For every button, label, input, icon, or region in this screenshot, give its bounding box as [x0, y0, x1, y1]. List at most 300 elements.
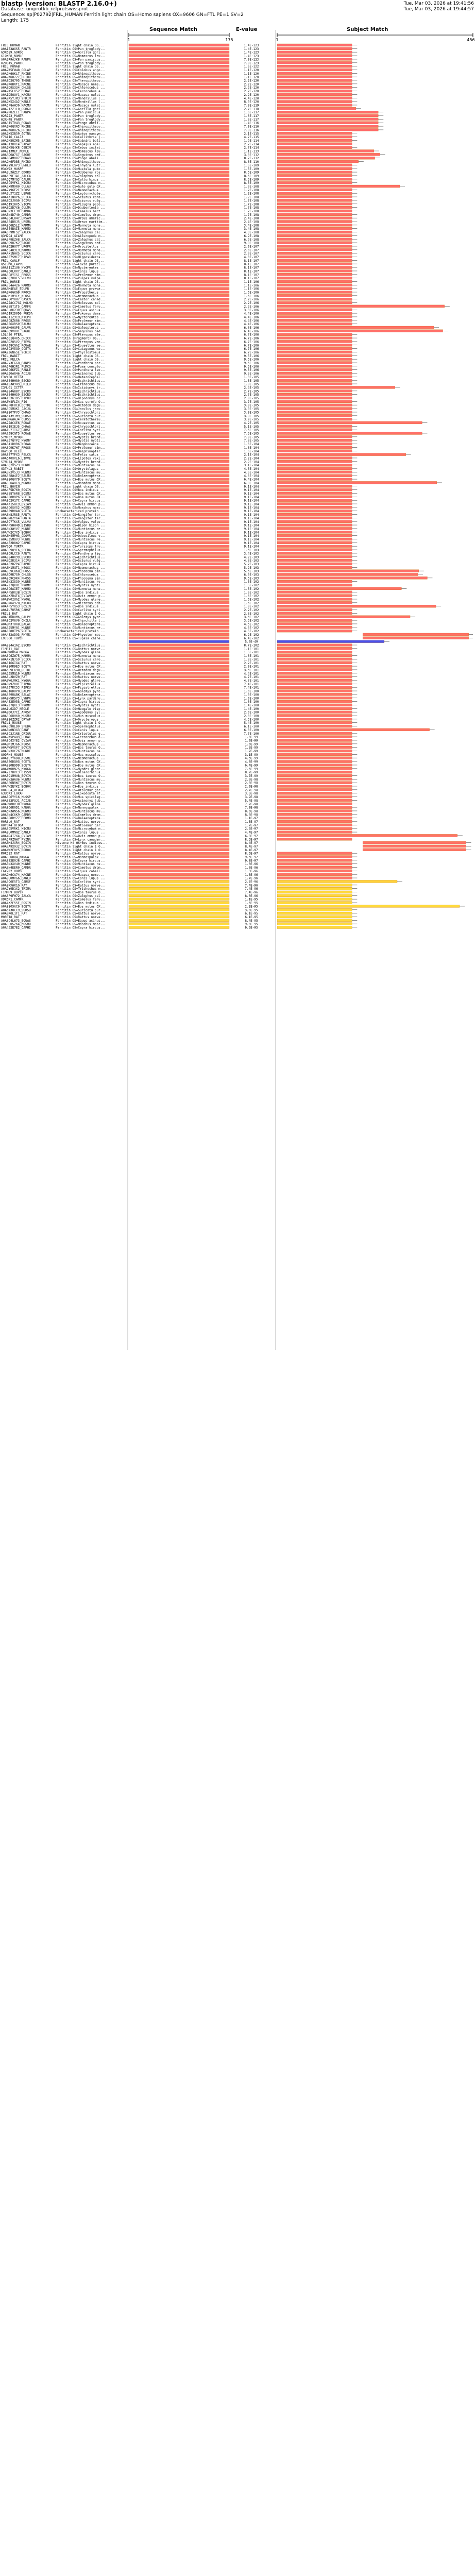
hit-accession: A0A3Q0E5T3_CARSF [1, 880, 31, 884]
hit-evalue: 3.8E-112 [244, 153, 259, 157]
subject-match-bar [277, 206, 352, 209]
hit-accession: A0A8C2V6V6_CHILA [1, 619, 31, 623]
subject-match-bar [277, 210, 352, 212]
hit-accession: A0A5N3WNS6_MUNMU [1, 809, 31, 814]
hit-accession: A0A5N3XS39_MUNRE [1, 580, 31, 584]
hit-description: Ferritin OS=Marmota mona... [56, 224, 106, 228]
query-match-bar [129, 683, 229, 685]
footer [0, 1355, 476, 1391]
hit-accession: A0A5N3WYV7_MUNRE [1, 527, 31, 531]
hit-description: Ferritin OS=Myodes glare... [56, 598, 106, 602]
hit-description: Ferritin OS=Nomascus leu... [56, 149, 106, 154]
hit-description: Ferritin OS=Bison bison ... [56, 523, 106, 528]
hit-accession: A0A1U6XD7_NEOLE [1, 707, 29, 711]
hit-accession: A0A2K5XB59_AOTNA [1, 132, 31, 136]
subject-match-bar [277, 601, 352, 604]
subject-match-bar [277, 852, 352, 855]
subject-match-bar [277, 146, 352, 149]
hit-description: Ferritin OS=Saguinus oed... [56, 241, 106, 245]
hit-accession: A0A1U7Y6D8_NESME [1, 756, 31, 760]
subject-match-bar [277, 767, 352, 770]
subject-match-bar [277, 492, 352, 495]
hit-accession: A0A6P9EZ08_ZALCA [1, 238, 31, 242]
subject-match-bar [277, 347, 352, 350]
hit-evalue: 1.6E-101 [244, 654, 259, 658]
hit-accession: A0A5N3WAU6_MUNMU [1, 777, 31, 782]
hit-description: Ferritin OS=Cercocebus a... [56, 90, 106, 94]
hit-evalue: 6.7E-106 [244, 344, 259, 348]
subject-match-bar [277, 340, 352, 343]
hit-description: Ferritin light chain OS... [56, 358, 104, 362]
hit-evalue: 2.2E-101 [244, 661, 259, 665]
subject-match-header: Subject Match [347, 27, 388, 32]
subject-match-bar [363, 849, 466, 851]
subject-match-bar [277, 651, 352, 653]
query-match-bar [129, 640, 229, 643]
hit-description: Ferritin OS=Macaca neme... [56, 82, 104, 87]
subject-match-bar [277, 298, 352, 300]
subject-match-bar [277, 287, 352, 290]
hit-description: Ferritin OS=Spermophilus... [56, 725, 106, 729]
subject-match-bar [277, 301, 352, 304]
query-match-bar [129, 679, 229, 682]
subject-match-bar [277, 662, 352, 664]
subject-match-bar [277, 234, 352, 237]
hit-accession: A0A6I9IEJ5_CHRAS [1, 425, 31, 429]
query-match-bar [129, 429, 229, 431]
hit-accession: A0A4D4T7X4_OVIAM [1, 834, 31, 838]
subject-match-bar [277, 213, 352, 216]
hit-description: Ferritin OS=Catagonus wa... [56, 347, 106, 351]
hit-evalue: 8.4E-97 [245, 841, 258, 845]
hit-evalue: 1.0E-96 [245, 862, 258, 867]
hit-description: Ferritin OS=Zalophus cal... [56, 174, 106, 178]
subject-match-bar [277, 488, 352, 491]
hit-description: Ferritin OS=Neomonachus ... [56, 566, 106, 570]
hit-description: Ferritin OS=Bos taurus O... [56, 774, 106, 778]
hit-evalue: 5.1E-105 [244, 425, 259, 429]
query-match-bar [129, 803, 229, 805]
hit-description: Ferritin light chain OS... [56, 65, 104, 69]
hit-accession: A0A8U0MNQ2_CANLF [1, 831, 31, 835]
subject-match-bar [277, 827, 352, 830]
hit-description: Ferritin OS=Rattus norve... [56, 852, 106, 856]
subject-match-bar [277, 224, 352, 226]
query-match-bar [129, 178, 229, 180]
subject-match-bar [277, 782, 352, 784]
hit-accession: A0A4P5HH4D_BISBB [1, 523, 31, 528]
hit-evalue: 1.2E-108 [244, 188, 259, 192]
hit-description: Ferritin OS=Bos mutus OX... [56, 478, 106, 482]
hit-evalue: 2.7E-105 [244, 389, 259, 394]
subject-match-bar [277, 284, 352, 286]
hit-description: Ferritin OS=Equus asinus... [56, 308, 106, 312]
hit-description: Ferritin OS=Bos taurus O... [56, 781, 106, 785]
query-match-bar [129, 467, 229, 470]
hit-accession: A0A6I9I8X5_VICPA [1, 202, 31, 207]
hit-description: Ferritin OS=Gorilla gori... [56, 50, 106, 55]
hit-accession: A0A4X2F55F_BOSIN [1, 901, 31, 905]
hit-evalue: 2.7E-114 [244, 142, 259, 146]
hit-description: Ferritin OS=Camelus drom... [56, 813, 106, 817]
subject-match-bar [277, 795, 352, 798]
hit-evalue: 3.9E-105 [244, 411, 259, 415]
hit-evalue: 4.7E-115 [244, 135, 259, 140]
query-match-bar [129, 736, 229, 738]
hit-accession: A0A2R8ZLL1_PANPA [1, 111, 31, 115]
hit-evalue: 7.7E-100 [244, 732, 259, 736]
subject-match-bar [277, 400, 352, 403]
hit-evalue: 9.6E-95 [245, 926, 258, 930]
hit-evalue: 1.7E-108 [244, 199, 259, 203]
hit-accession: FRIL_FELCA [1, 358, 20, 362]
hit-evalue: 9.1E-104 [244, 531, 259, 535]
hit-evalue: 9.5E-106 [244, 368, 259, 372]
subject-match-bar [277, 510, 352, 512]
subject-match-bar [277, 788, 352, 791]
subject-match-bar [277, 280, 352, 283]
hit-description: Ferritin OS=Spermophilus... [56, 548, 106, 552]
subject-match-bar [277, 503, 352, 505]
subject-match-bar [277, 926, 352, 929]
hit-evalue: 3.5E-98 [245, 792, 258, 796]
hit-accession: A0A8C9ULD0_SPEDA [1, 725, 31, 729]
query-match-bar [129, 376, 229, 378]
hit-accession: A0A2K5X4A2_MANLE [1, 100, 31, 104]
subject-match-bar [277, 715, 352, 717]
hit-accession: A0A4W2EYK2_BOBOX [1, 785, 31, 789]
hit-description: Ferritin OS=Tursiops tru... [56, 545, 106, 549]
subject-match-bar [277, 312, 352, 315]
hit-description: Ferritin OS=Bos mutus OX... [56, 905, 106, 909]
hit-evalue: 6.7E-106 [244, 347, 259, 351]
hit-evalue: 2.1E-115 [244, 132, 259, 136]
hit-description: Ferritin OS=Sciurus caro... [56, 195, 106, 199]
hit-description: Ferritin OS=Apodemus syl... [56, 710, 106, 715]
hit-evalue: 1.6E-104 [244, 443, 259, 447]
hit-description: Ferritin OS=Carlito syri... [56, 880, 106, 884]
hit-accession: A0A8M4EAE_EQUPR [1, 287, 29, 291]
query-match-bar [129, 697, 229, 699]
subject-match-bar [277, 626, 352, 629]
query-match-bar [129, 383, 229, 385]
hit-accession: A0A8B0R9P6_9CETA [1, 495, 31, 499]
hit-accession: A0A8W0HG4_MYOGA [1, 651, 29, 655]
query-match-bar [129, 238, 229, 241]
hit-evalue: 9.5E-106 [244, 365, 259, 369]
hit-description: Ferritin OS=Saguinus oed... [56, 329, 106, 333]
hit-accession: A0A8C0LRX7_CANLU [1, 269, 31, 274]
hit-description: Ferritin OS=Tupaia chine... [56, 636, 106, 640]
hit-accession: A0A8C6KFZ1_PANLE [1, 368, 31, 372]
hit-evalue: 9.1E-104 [244, 527, 259, 531]
hit-accession: A0A4X1S8C9_OVIAM [1, 502, 31, 506]
query-match-bar [129, 146, 229, 149]
hit-accession: A0A8B6ZZR2_ORYAF [1, 718, 31, 722]
hit-evalue: 5.4E-100 [244, 721, 259, 725]
subject-match-bar [277, 595, 352, 597]
hit-accession: A0A340XVL6_LIPVE [1, 456, 31, 461]
hit-accession: A0A5E4A426_MARMO [1, 283, 31, 287]
hit-description: Ferritin OS=Bos indicus ... [56, 488, 106, 493]
subject-match-bar [277, 231, 352, 233]
hit-accession: A0A811Z1U6_NYCPR [1, 266, 31, 270]
hit-description: Ferritin OS=Muntiacus re... [56, 862, 106, 867]
query-match-bar [129, 100, 229, 103]
hit-accession: A0A8C6E5L2_MARMA [1, 224, 31, 228]
evalue-header: E-value [236, 27, 258, 32]
hit-accession: A0A8M1M9CY_NEOSC [1, 294, 31, 298]
hit-evalue: 2.7E-114 [244, 146, 259, 150]
hit-evalue: 2.0E-107 [244, 245, 259, 249]
hit-evalue: 1.1E-113 [244, 149, 259, 154]
subject-match-bar [277, 450, 352, 452]
subject-match-bar [277, 383, 352, 385]
hit-description: Ferritin OS=Zalophus cal... [56, 238, 106, 242]
hit-description: Ferritin OS=Vicugna paco... [56, 202, 106, 207]
hit-evalue: 6.1E-100 [244, 725, 259, 729]
hit-accession: A0A8I6DUM6_GALPY [1, 615, 31, 619]
subject-match-bar [277, 330, 443, 332]
hit-evalue: 2.8E-102 [244, 612, 259, 616]
hit-description: Ferritin OS=Canis lupus ... [56, 876, 106, 880]
subject-match-bar [277, 591, 352, 594]
hit-evalue: 9.5E-106 [244, 372, 259, 376]
hit-accession: A0A7J8CGE6_ROUAE [1, 421, 31, 425]
query-match-bar [129, 234, 229, 237]
subject-match-bar [277, 817, 352, 819]
hit-evalue: 9.8E-97 [245, 859, 258, 863]
query-match-bar [129, 887, 229, 890]
hit-evalue: 1.2E-108 [244, 195, 259, 199]
query-match-bar [129, 577, 229, 579]
hit-description: Ferritin OS=Pan paniscus... [56, 58, 106, 62]
hit-description: Ferritin OS=Camelus feru... [56, 304, 106, 309]
hit-evalue: 2.2E-106 [244, 298, 259, 302]
query-match-bar [129, 774, 229, 777]
hit-accession: A0A6I9ID0D6_FUKDA [1, 312, 33, 316]
hit-accession: FRIL1_MOUSE [1, 721, 22, 725]
hit-evalue: 9.1E-104 [244, 545, 259, 549]
query-match-bar [129, 721, 229, 724]
query-match-bar [129, 231, 229, 233]
query-match-bar [129, 143, 229, 145]
subject-match-bar [277, 700, 352, 703]
hit-accession: G3R6B9_GORGO [1, 50, 24, 55]
subject-match-bar [277, 612, 352, 615]
hit-description: Ferritin OS=Rousettus ae... [56, 432, 106, 436]
query-match-bar [129, 65, 229, 67]
query-match-bar [129, 690, 229, 692]
query-match-bar [129, 221, 229, 223]
hit-evalue: 3.4E-108 [244, 224, 259, 228]
subject-match-bar [277, 238, 352, 241]
hit-evalue: 8.1E-107 [244, 262, 259, 266]
hit-evalue: 8.3E-97 [245, 838, 258, 842]
hit-description: Ferritin OS=Monodon mono... [56, 481, 106, 485]
query-match-bar [129, 76, 229, 78]
query-match-bar [129, 164, 229, 166]
hit-evalue: 1.5E-109 [244, 163, 259, 167]
query-match-bar [129, 248, 229, 251]
subject-match-bar [277, 467, 352, 470]
subject-match-bar [277, 344, 352, 346]
subject-match-bar [277, 862, 352, 865]
hit-description: Ferritin OS=Nannospalax ... [56, 806, 106, 810]
subject-match-bar [277, 563, 352, 565]
query-match-bar [129, 566, 229, 569]
hit-evalue: 7.9E-119 [244, 104, 259, 108]
hit-description: Ferritin OS=Muntiacus mu... [56, 777, 106, 782]
hit-evalue: 2.2E-120 [244, 79, 259, 83]
hit-accession: A0A7J7QXL3_MYOMY [1, 703, 31, 707]
query-match-bar [129, 453, 229, 456]
query-match-bar [129, 545, 229, 548]
subject-match-bar [277, 132, 352, 134]
hit-description: Ferritin OS=Camelus bact... [56, 209, 106, 213]
hit-evalue: 2.2E-120 [244, 86, 259, 90]
subject-match-bar [277, 408, 352, 410]
query-match-bar [129, 86, 229, 89]
hit-evalue: 9.5E-106 [244, 361, 259, 365]
hit-evalue: 3.1E-104 [244, 464, 259, 468]
hit-description: Ferritin light chain OS... [56, 280, 104, 284]
query-match-bar [129, 852, 229, 855]
query-match-bar [129, 72, 229, 75]
hit-accession: A0A384B8J5_URSMA [1, 220, 31, 224]
hit-accession: A0A7J7DVC3_DISSM [1, 771, 31, 775]
query-match-bar [129, 181, 229, 184]
hit-evalue: 1.6E-117 [244, 117, 259, 122]
hit-description: Ferritin OS=Muntiacus re... [56, 626, 106, 630]
subject-match-bar [363, 845, 466, 848]
subject-match-bar [277, 894, 352, 897]
hit-evalue: 1.4E-123 [244, 54, 259, 58]
hit-evalue: 7.9E-116 [244, 128, 259, 132]
subject-match-bar [277, 478, 352, 481]
hit-description: Ferritin OS=Pan troglody... [56, 117, 106, 122]
hit-description: Ferritin OS=Ursus maritim... [56, 220, 108, 224]
subject-match-bar [277, 291, 352, 294]
subject-match-bar [277, 97, 352, 99]
hit-description: Ferritin OS=Ovis ammon p... [56, 594, 106, 598]
query-match-bar [129, 675, 229, 678]
hit-description: Ferritin light chain 1 O... [56, 721, 106, 725]
query-match-bar [129, 788, 229, 791]
subject-match-bar [277, 707, 352, 710]
subject-match-bar [277, 139, 352, 142]
hit-accession: A0A452E058_CAPHI [1, 700, 31, 704]
subject-match-bar [277, 160, 359, 163]
hit-description: Ferritin OS=Chlorocebus ... [56, 86, 106, 90]
hit-evalue: 1.6E-104 [244, 449, 259, 453]
hit-evalue: 9.1E-104 [244, 538, 259, 541]
hit-accession: H0XRU4_OTOGA [1, 788, 24, 792]
hit-description: Ferritin OS=Suricata sur... [56, 908, 106, 912]
subject-match-bar [277, 269, 352, 272]
subject-match-bar [277, 640, 384, 643]
hit-description: Ferritin OS=Panthera par... [56, 361, 106, 365]
query-match-bar [129, 174, 229, 177]
hit-description: Ferritin OS=Pteropus van... [56, 340, 106, 344]
hit-accession: A0A8I5T043_PONAB [1, 121, 31, 125]
hit-evalue: 1.0E-99 [245, 739, 258, 743]
hit-description: Ferritin OS=Galemys pyre... [56, 615, 106, 619]
hit-accession: A0A8B3FQJ1_ACIJB [1, 799, 31, 803]
hit-description: Ferritin OS=Microcebus m... [56, 827, 106, 831]
hit-accession: A0A8M1MJG6_NEOSC [1, 742, 31, 747]
hit-evalue: 6.9E-108 [244, 234, 259, 238]
hit-accession: FRIL_PONAB [1, 65, 20, 69]
subject-match-bar [277, 389, 352, 392]
hit-accession: A0A8M1MGT1_NEOSC [1, 566, 31, 570]
hit-description: Ferritin OS=Delphinapter... [56, 449, 106, 453]
hit-description: Ferritin OS=Bos indicus ... [56, 590, 106, 595]
query-match-bar [129, 439, 229, 442]
hit-accession: A0A2U3WZ17_ODORO [1, 171, 31, 175]
hit-accession: A0A4X1NHX5_SCICA [1, 252, 31, 256]
hit-evalue: 8.5E-109 [244, 171, 259, 175]
hit-evalue: 8.0E-96 [245, 894, 258, 898]
query-match-bar [129, 647, 229, 650]
query-match-bar [129, 873, 229, 876]
subject-match-bar [277, 902, 352, 904]
hit-accession: A0A8C6UH60_MUSMU [1, 714, 31, 718]
hit-accession: A0A8N5RS73_LYNPA [1, 697, 31, 701]
hit-evalue: 7.4E-96 [245, 887, 258, 891]
hit-description: Ferritin OS=Panthera leo... [56, 368, 106, 372]
subject-match-bar [277, 675, 352, 678]
hit-evalue: 6.4E-99 [245, 764, 258, 768]
query-match-bar [129, 834, 229, 837]
hit-accession: A0A7J8CGT5_ROUAE [1, 432, 31, 436]
hit-accession: A0A5N3EE39_CAMBA [1, 209, 31, 213]
query-match-bar [129, 227, 229, 230]
subject-match-bar [277, 496, 352, 498]
subject-match-bar [277, 771, 352, 773]
hit-accession: A0A8D2G795_THEGE [1, 79, 31, 83]
hit-description: Ferritin OS=Camelus feru... [56, 897, 106, 902]
hit-description: Ferritin OS=Balaenoptera... [56, 693, 106, 697]
hit-accession: H2QGT5_PANTR [1, 61, 24, 65]
hit-accession: A0A2I2Z1L0_GORGO [1, 107, 31, 111]
hit-description: Ferritin OS=Capra hircus... [56, 859, 106, 863]
hit-accession: A0A8C9C8K8_PHOSS [1, 569, 31, 573]
length-line: Length: 175 [1, 18, 29, 23]
hit-evalue: 6.1E-95 [245, 915, 258, 919]
hit-description: Ferritin OS=Muntiacus re... [56, 464, 106, 468]
hit-evalue: 1.9E-114 [244, 139, 259, 143]
subject-match-bar [277, 668, 352, 671]
hit-accession: A0A8C0SVS2_MOSMO [1, 506, 31, 510]
query-match-bar [129, 757, 229, 759]
hit-accession: A0A341D0R6_NEOAA [1, 443, 31, 447]
query-match-bar [129, 481, 229, 484]
hit-evalue: 2.2E-106 [244, 304, 259, 309]
hit-evalue: 9.1E-104 [244, 541, 259, 545]
subject-match-bar [277, 792, 352, 794]
hit-description: Ferritin OS=Galemys pyre... [56, 689, 106, 693]
subject-match-bar [277, 189, 352, 191]
hit-accession: A0A673UCC9_SURSU [1, 908, 31, 912]
hit-description: Ferritin OS=Rattus norve... [56, 884, 106, 888]
query-match-bar [129, 541, 229, 544]
query-match-bar [129, 704, 229, 706]
query-match-bar [129, 608, 229, 611]
subject-match-bar [277, 393, 352, 396]
hit-accession: A0A8C6RQ4_NANGA [1, 855, 29, 859]
hit-evalue: 5.4E-98 [245, 799, 258, 803]
